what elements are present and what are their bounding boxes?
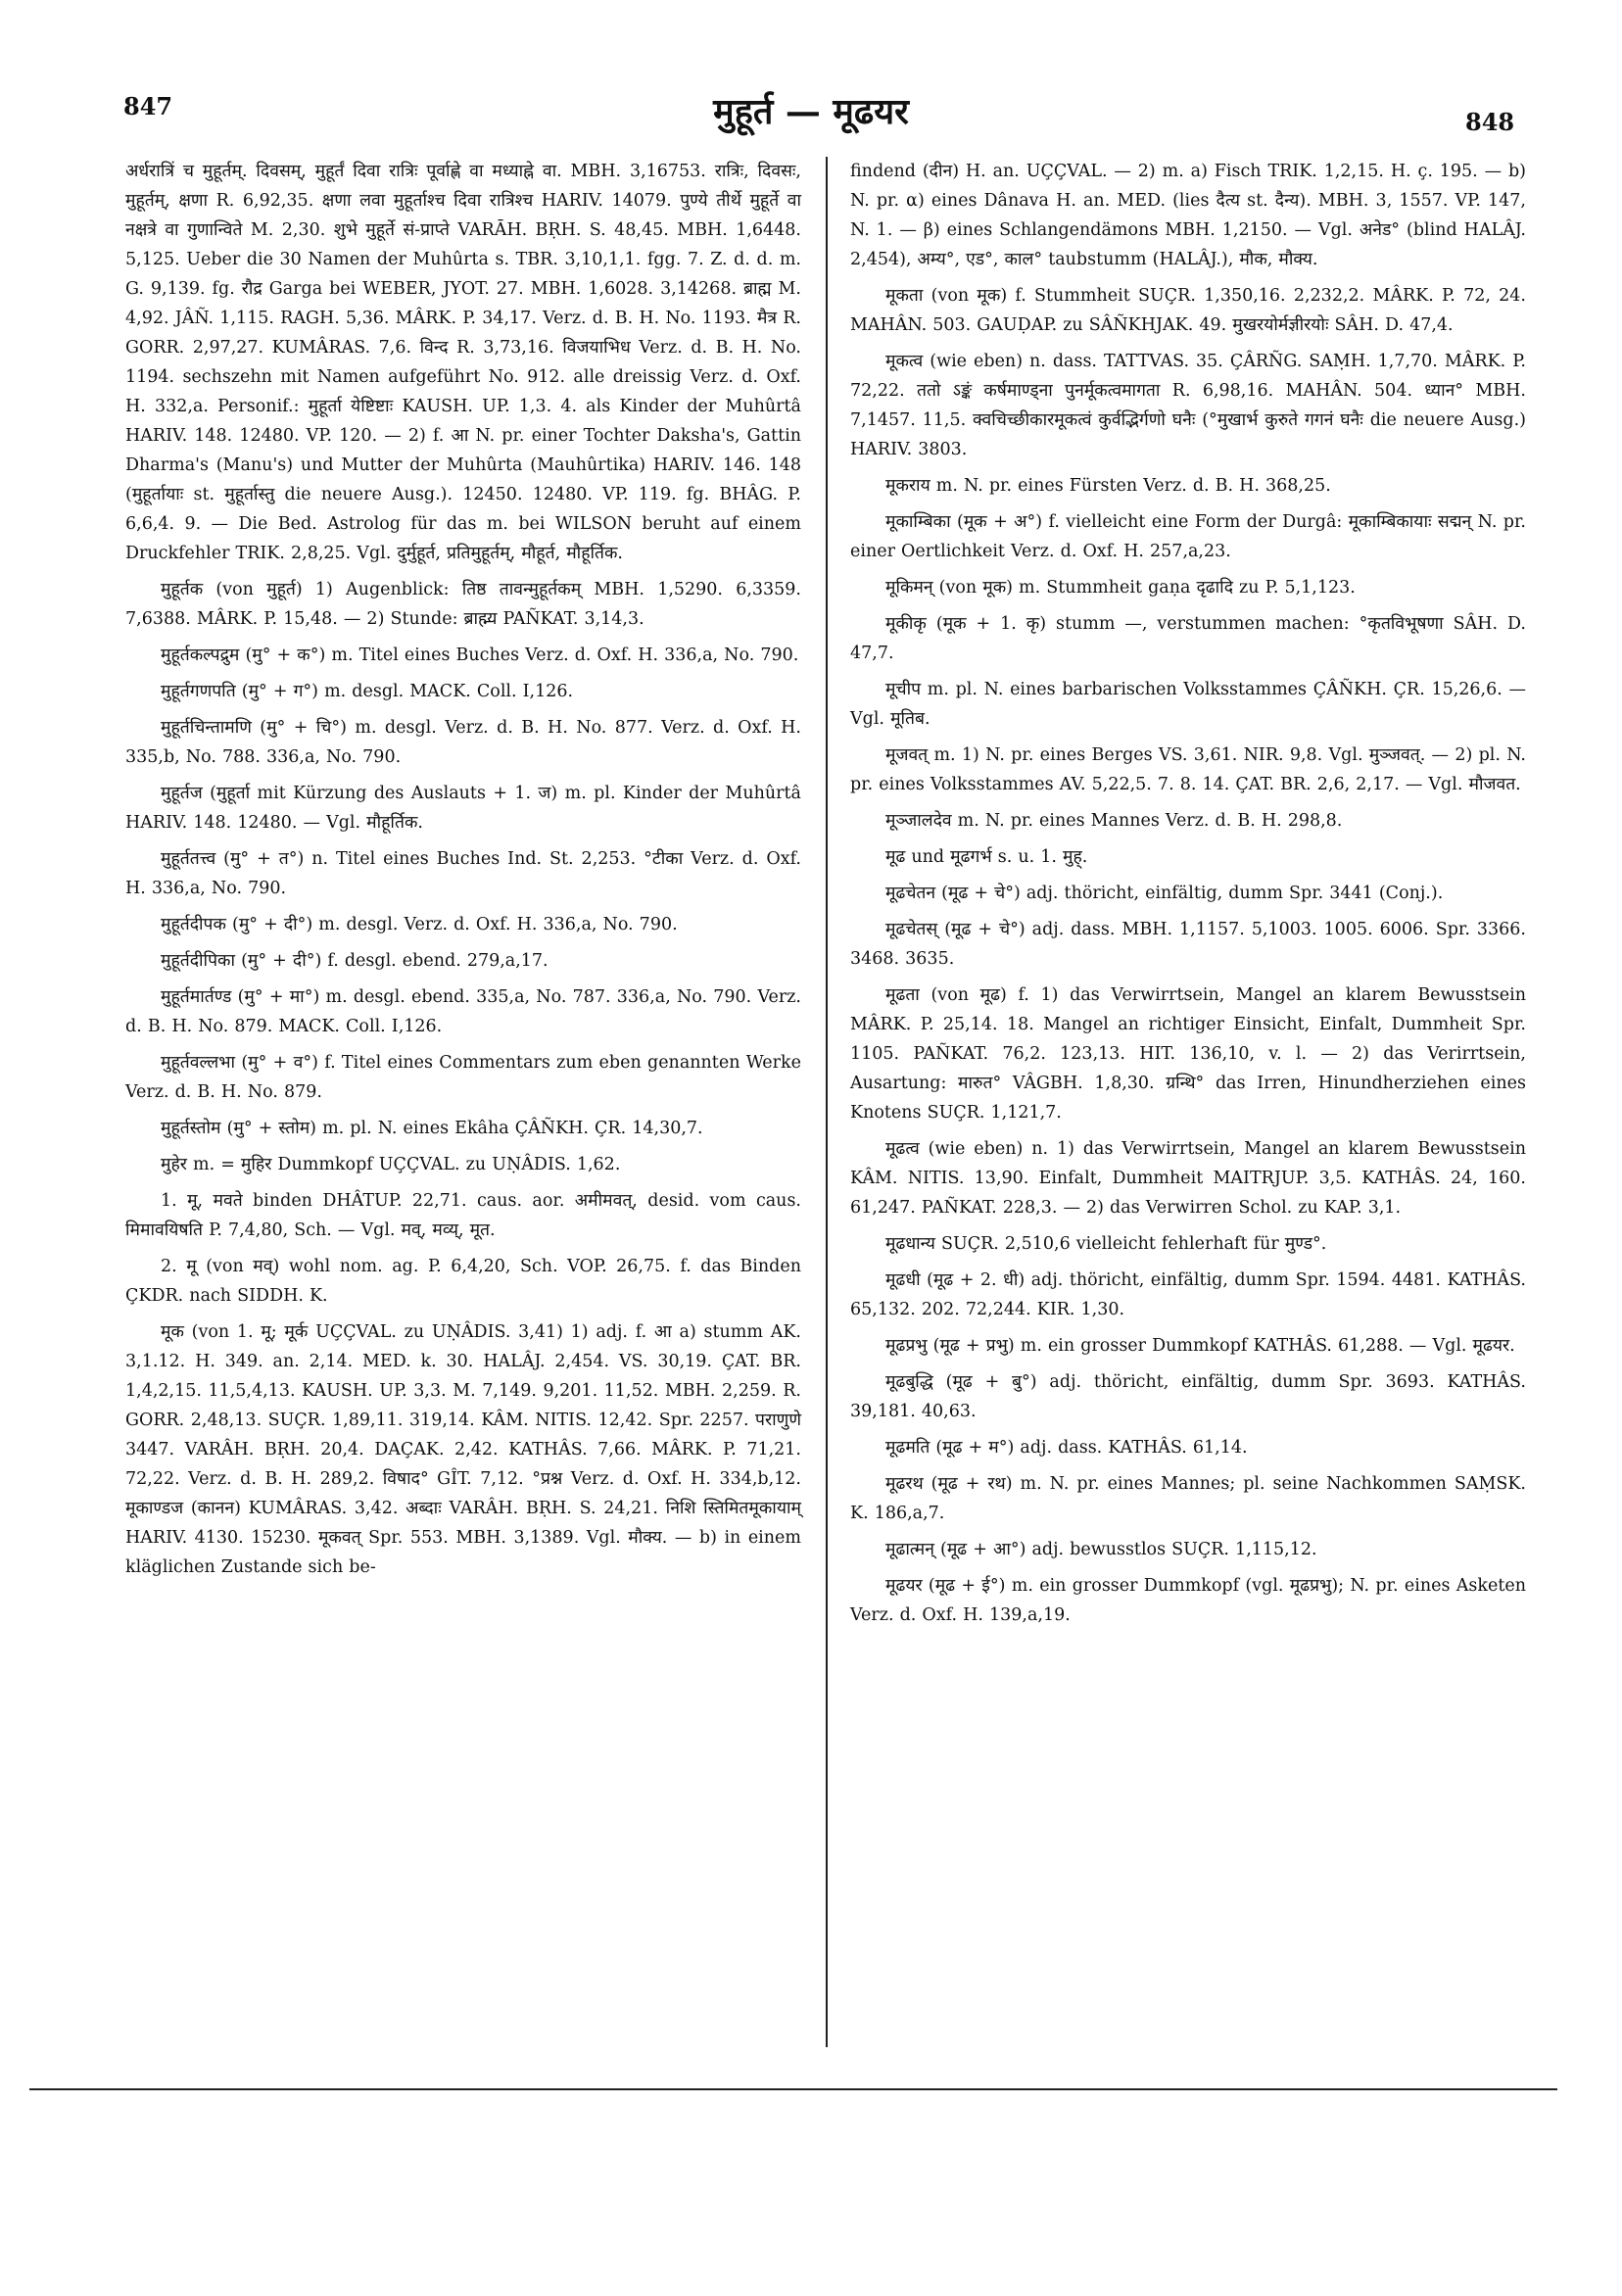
page-header — [0, 86, 1622, 145]
dictionary-entry: मूक (von 1. मू; मूर्क UÇÇVAL. zu UṆÂDIS. 3,41) 1) adj. f. आ a) stumm AK. 3,1.12. H. 349. an. 2,14. MED. k. 30. HALÂJ. 2,454. VS. 30,19. ÇAT. BR. 1,4,2,15. 11,5,4,13. KAUSH. UP. 3,3. M. 7,149. 9,201. 11,52. MBH. 2,259. R. GORR. 2,48,13. SUÇR. 1,89,11. 319,14. KÂM. NITIS. 12,42. Spr. 2257. पराणुणे 3447. VARÂH. BṚH. 20,4. DAÇAK. 2,42. KATHÂS. 7,66. MÂRK. P. 71,21. 72,22. Verz. d. B. H. 289,2. विषाद° GÎT. 7,12. °प्रश्न Verz. d. Oxf. H. 334,b,12. मूकाण्डज (कानन) KUMÂRAS. 3,42. अब्दाः VARÂH. BṚH. S. 24,21. निशि स्तिमितमूकायाम् HARIV. 4130. 15230. मूकवत् Spr. 553. MBH. 3,1389. Vgl. मौक्य. — b) in einem kläglichen Zustande sich be‑ — [125, 1322, 801, 1577]
dictionary-entry: मुहूर्तचिन्तामणि (मु° + चि°) m. desgl. Verz. d. B. H. No. 877. Verz. d. Oxf. H. 335,b, No. 788. 336,a, No. 790. — [125, 718, 801, 767]
dictionary-entry: मूढधी (मूढ + 2. धी) adj. thöricht, einfältig, dumm Spr. 1594. 4481. KATHÂS. 65,132. 202. 72,244. KIR. 1,30. — [850, 1270, 1526, 1319]
dictionary-entry: मूकता (von मूक) f. Stummheit SUÇR. 1,350,16. 2,232,2. MÂRK. P. 72, 24. MAHÂN. 503. GAUḌAP. zu SÂÑKHJAK. 49. मुखरयोर्मज्ञीरयोः SÂH. D. 47,4. — [850, 286, 1526, 335]
dictionary-entry: मूचीप m. pl. N. eines barbarischen Volksstammes ÇÂÑKH. ÇR. 15,26,6. — Vgl. मूतिब. — [850, 680, 1526, 729]
column-divider — [826, 157, 828, 2047]
dictionary-entry: मुहूर्तदीपिका (मु° + दी°) f. desgl. ebend. 279,a,17. — [161, 951, 549, 971]
dictionary-entry: मुहूर्तस्तोम (मु° + स्तोम) m. pl. N. eines Ekâha ÇÂÑKH. ÇR. 14,30,7. — [161, 1119, 703, 1138]
dictionary-entry: मूढचेतस् (मूढ + चे°) adj. dass. MBH. 1,1157. 5,1003. 1005. 6006. Spr. 3366. 3468. 3635. — [850, 920, 1526, 969]
dictionary-entry: मूढबुद्धि (मूढ + बु°) adj. thöricht, einfältig, dumm Spr. 3693. KATHÂS. 39,181. 40,63. — [850, 1372, 1526, 1421]
dictionary-entry: मूकीकृ (मूक + 1. कृ) stumm —, verstummen machen: °कृतविभूषणा SÂH. D. 47,7. — [850, 614, 1526, 663]
dictionary-entry: मूजवत् m. 1) N. pr. eines Berges VS. 3,61. NIR. 9,8. Vgl. मुञ्जवत्. — 2) pl. N. pr. eines Volksstammes AV. 5,22,5. 7. 8. 14. ÇAT. BR. 2,6, 2,17. — Vgl. मौजवत. — [850, 745, 1526, 794]
dictionary-entry: मूकराय m. N. pr. eines Fürsten Verz. d. B. H. 368,25. — [885, 476, 1331, 496]
dictionary-entry: मुहूर्तज (मुहूर्ता mit Kürzung des Auslauts + 1. ज) m. pl. Kinder der Muhûrtâ HARIV. 148. 12480. — Vgl. मौहूर्तिक. — [125, 784, 801, 833]
dictionary-entry: मूढत्व (wie eben) n. 1) das Verwirrtsein, Mangel an klarem Bewusstsein KÂM. NITIS. 13,90. Einfalt, Dummheit MAITRJUP. 3,5. KATHÂS. 24, 160. 61,247. PAÑKAT. 228,3. — 2) das Verwirren Schol. zu KAP. 3,1. — [850, 1139, 1526, 1218]
dictionary-entry: मूढात्मन् (मूढ + आ°) adj. bewusstlos SUÇR. 1,115,12. — [885, 1540, 1317, 1559]
dictionary-entry: मुहूर्तवल्लभा (मु° + व°) f. Titel eines Commentars zum eben genannten Werke Verz. d. B. H. No. 879. — [125, 1053, 801, 1102]
right-column — [850, 157, 1526, 1637]
dictionary-entry: मुहूर्तगणपति (मु° + ग°) m. desgl. MACK. Coll. I,126. — [161, 682, 574, 701]
dictionary-entry: मूढप्रभु (मूढ + प्रभु) m. ein grosser Dummkopf KATHÂS. 61,288. — Vgl. मूढयर. — [885, 1336, 1515, 1356]
dictionary-entry: मूढमति (मूढ + म°) adj. dass. KATHÂS. 61,14. — [885, 1438, 1248, 1458]
dictionary-entry: मूञ्जालदेव m. N. pr. eines Mannes Verz. d. B. H. 298,8. — [885, 811, 1343, 831]
running-head: मुहूर्त — मूढयर — [713, 91, 909, 132]
left-column — [125, 157, 801, 1589]
dictionary-entry: 1. मू, मवते binden DHÂTUP. 22,71. caus. aor. अमीमवत्, desid. vom caus. मिमावयिषति P. 7,4,80, Sch. — Vgl. मव्, मव्य्, मूत. — [125, 1191, 801, 1240]
page-number-right: 848 — [1465, 108, 1515, 136]
dictionary-entry: मूढता (von मूढ) f. 1) das Verwirrtsein, Mangel an klarem Bewusstsein MÂRK. P. 25,14. 18. Mangel an richtiger Einsicht, Einfalt, Dummheit Spr. 1105. PAÑKAT. 76,2. 123,13. HIT. 136,10, v. l. — 2) das Verirrtsein, Ausartung: मारुत° VÂGBH. 1,8,30. ग्रन्थि° das Irren, Hinundherziehen eines Knotens SUÇR. 1,121,7. — [850, 985, 1526, 1123]
dictionary-entry: मुहूर्तमार्तण्ड (मु° + मा°) m. desgl. ebend. 335,a, No. 787. 336,a, No. 790. Verz. d. B. H. No. 879. MACK. Coll. I,126. — [125, 987, 801, 1036]
dictionary-entry: मुहूर्तक (von मुहूर्त) 1) Augenblick: तिष्ठ तावन्मुहूर्तकम् MBH. 1,5290. 6,3359. 7,6388. MÂRK. P. 15,48. — 2) Stunde: ब्राह्म्य PAÑKAT. 3,14,3. — [125, 580, 801, 629]
dictionary-entry: मूकिमन् (von मूक) m. Stummheit gaṇa दृढादि zu P. 5,1,123. — [885, 578, 1356, 598]
footer-rule — [29, 2088, 1557, 2090]
dictionary-entry: मुहेर m. = मुहिर Dummkopf UÇÇVAL. zu UṆÂDIS. 1,62. — [161, 1155, 621, 1174]
dictionary-entry: मुहूर्तदीपक (मु° + दी°) m. desgl. Verz. d. Oxf. H. 336,a, No. 790. — [161, 915, 678, 934]
dictionary-entry: findend (दीन) H. an. UÇÇVAL. — 2) m. a) Fisch TRIK. 1,2,15. H. ç. 195. — b) N. pr. α) eines Dânava H. an. MED. (lies दैत्य st. दैन्य). MBH. 3, 1557. VP. 147, N. 1. — β) eines Schlangendämons MBH. 1,2150. — Vgl. अनेड° (blind HALÂJ. 2,454), अम्य°, एड°, काल° taubstumm (HALÂJ.), मौक, मौक्य. — [850, 162, 1526, 269]
dictionary-entry: मूढरथ (मूढ + रथ) m. N. pr. eines Mannes; pl. seine Nachkommen SAṂSK. K. 186,a,7. — [850, 1474, 1526, 1523]
dictionary-entry: मूढधान्य SUÇR. 2,510,6 vielleicht fehlerhaft für मुण्ड°. — [885, 1234, 1327, 1254]
dictionary-entry: 2. मू (von मव्) wohl nom. ag. P. 6,4,20, Sch. VOP. 26,75. f. das Binden ÇKDR. nach SIDDH. K. — [125, 1257, 801, 1306]
page-number-left: 847 — [123, 92, 173, 120]
dictionary-entry: मूकाम्बिका (मूक + अ°) f. vielleicht eine Form der Durgâ: मूकाम्बिकायाः सद्मन् N. pr. einer Oertlichkeit Verz. d. Oxf. H. 257,a,23. — [850, 512, 1526, 561]
dictionary-entry: मूकत्व (wie eben) n. dass. TATTVAS. 35. ÇÂRÑG. SAṂH. 1,7,70. MÂRK. P. 72,22. ततो ऽङ्कं कर्षमाण्ड्ना पुनर्मूकत्वमागता R. 6,98,16. MAHÂN. 504. ध्यान° MBH. 7,1457. 11,5. क्वचिच्छीकारमूकत्वं कुर्वद्भिर्गणो घनैः (°मुखार्भ कुरुते गगनं घनैः die neuere Ausg.) HARIV. 3803. — [850, 352, 1526, 459]
dictionary-entry: मुहूर्ततत्त्व (मु° + त°) n. Titel eines Buches Ind. St. 2,253. °टीका Verz. d. Oxf. H. 336,a, No. 790. — [125, 849, 801, 898]
dictionary-entry: मुहूर्तकल्पद्रुम (मु° + क°) m. Titel eines Buches Verz. d. Oxf. H. 336,a, No. 790. — [161, 646, 799, 665]
dictionary-entry: मूढ und मूढगर्भ s. u. 1. मुह्. — [885, 847, 1088, 867]
dictionary-entry: मूढचेतन (मूढ + चे°) adj. thöricht, einfältig, dumm Spr. 3441 (Conj.). — [885, 884, 1444, 903]
dictionary-entry: मूढयर (मूढ + ई°) m. ein grosser Dummkopf (vgl. मूढप्रभु); N. pr. eines Asketen Verz. d. Oxf. H. 139,a,19. — [850, 1576, 1526, 1625]
dictionary-entry: अर्धरात्रिं च मुहूर्तम्. दिवसम्, मुहूर्तं दिवा रात्रिः पूर्वाह्णे वा मध्याह्ने वा. MBH. 3,16753. रात्रिः, दिवसः, मुहूर्तम्, क्षणा R. 6,92,35. क्षणा लवा मुहूर्ताश्च दिवा रात्रिश्च HARIV. 14079. पुण्ये तीर्थे मुहूर्ते वा नक्षत्रे वा गुणान्विते M. 2,30. शुभे मुहूर्ते सं‑प्राप्ते VARĀH. BṚH. S. 48,45. MBH. 1,6448. 5,125. Ueber die 30 Namen der Muhûrta s. TBR. 3,10,1,1. fgg. 7. Z. d. d. m. G. 9,139. fg. रौद्र Garga bei WEBER, JYOT. 27. MBH. 1,6028. 3,14268. ब्राह्म M. 4,92. JÂÑ. 1,115. RAGH. 5,36. MÂRK. P. 34,17. Verz. d. B. H. No. 1193. मैत्र R. GORR. 2,97,27. KUMÂRAS. 7,6. विन्द R. 3,73,16. विजयाभिध Verz. d. B. H. No. 1194. sechszehn mit Namen aufgeführt No. 912. alle dreissig Verz. d. Oxf. H. 332,a. Personif.: मुहूर्ता येष्टिष्टाः KAUSH. UP. 1,3. 4. als Kinder der Muhûrtâ HARIV. 148. 12480. VP. 120. — 2) f. आ N. pr. einer Tochter Daksha's, Gattin Dharma's (Manu's) und Mutter der Muhûrta (Mauhûrtika) HARIV. 146. 148 (मुहूर्तायाः st. मुहूर्तास्तु die neuere Ausg.). 12450. 12480. VP. 119. fg. BHÂG. P. 6,6,4. 9. — Die Bed. Astrolog für das m. bei WILSON beruht auf einem Druckfehler TRIK. 2,8,25. Vgl. दुर्मुहूर्त, प्रतिमुहूर्तम्, मौहूर्त, मौहूर्तिक. — [125, 162, 801, 563]
